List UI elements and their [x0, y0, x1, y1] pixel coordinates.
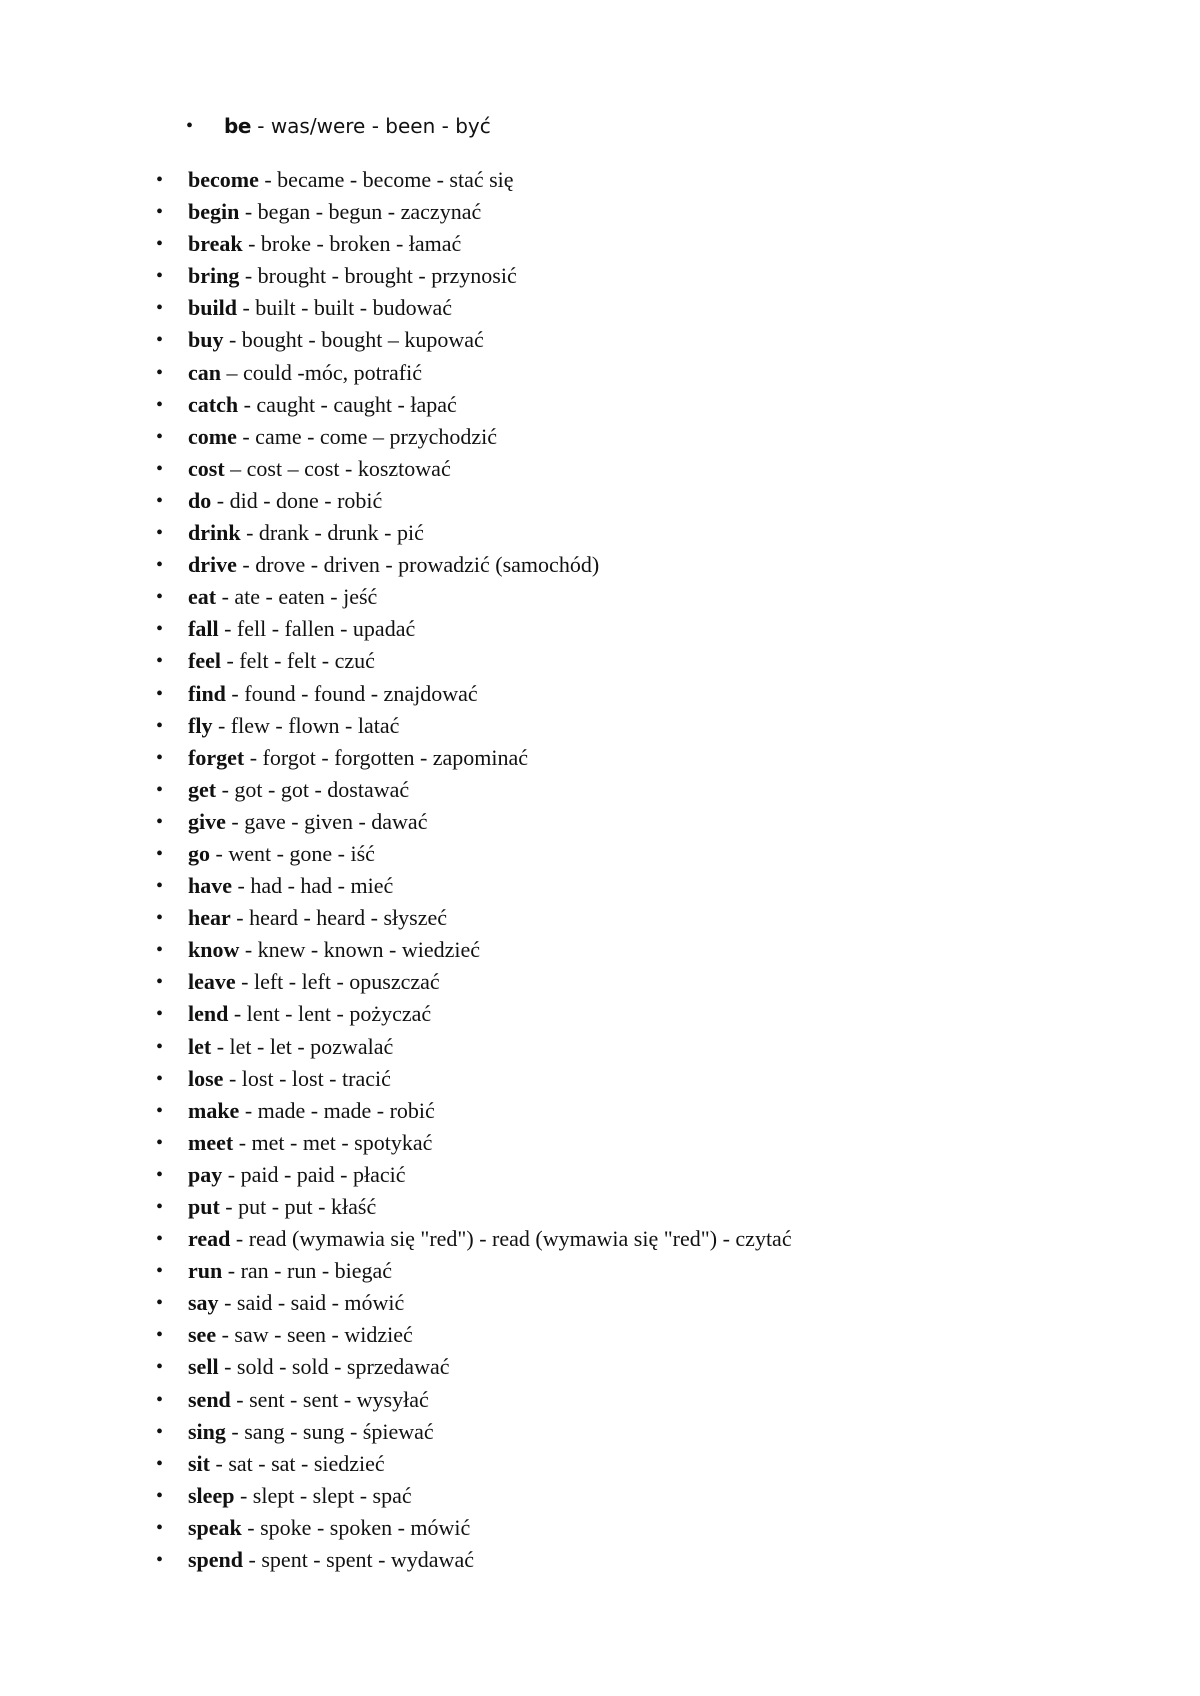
verb-base: lose	[188, 1065, 224, 1091]
verb-forms: - was/were - been - być	[250, 114, 491, 138]
verb-base: lend	[188, 1001, 229, 1027]
verb-forms: - came - come – przychodzić	[236, 423, 498, 449]
verb-base: sleep	[188, 1482, 235, 1508]
verb-forms: - put - put - kłaść	[219, 1194, 377, 1219]
verb-forms: - met - met - spotykać	[233, 1129, 433, 1155]
bullet: •	[156, 1163, 164, 1186]
list-item	[156, 455, 792, 487]
verb-forms: - sat - sat - siedzieć	[210, 1450, 385, 1476]
verb-forms: - flew - flown - latać	[212, 712, 400, 738]
verb-base: hear	[188, 905, 231, 931]
bullet: •	[156, 1196, 164, 1218]
list-item	[156, 166, 792, 198]
bullet: •	[156, 682, 164, 705]
list-item	[156, 583, 792, 615]
list-item	[156, 904, 792, 936]
verb-forms: - let - let - pozwalać	[211, 1033, 394, 1059]
list-item	[156, 712, 792, 744]
verb-forms: – could -móc, potrafić	[221, 359, 422, 385]
bullet: •	[156, 554, 164, 577]
verb-forms: - went - gone - iść	[210, 840, 375, 866]
verb-forms: - made - made - robić	[239, 1097, 435, 1123]
bullet: •	[156, 1549, 164, 1572]
verb-forms: – cost – cost - kosztować	[224, 455, 451, 481]
verb-base: know	[188, 937, 240, 963]
verb-forms: - lent - lent - pożyczać	[228, 1001, 432, 1027]
verb-base: do	[188, 487, 212, 513]
list-item	[156, 1097, 792, 1129]
bullet: •	[156, 1484, 164, 1507]
list-item	[156, 294, 792, 326]
verb-base: buy	[188, 327, 224, 353]
list-item	[156, 551, 792, 583]
verb-forms: - brought - brought - przynosić	[239, 263, 517, 289]
bullet: •	[156, 810, 164, 833]
verb-base: sell	[188, 1354, 219, 1380]
verb-forms: - spoke - spoken - mówić	[241, 1514, 471, 1540]
verb-forms: - drank - drunk - pić	[240, 520, 424, 546]
verb-forms: - spent - spent - wydawać	[243, 1547, 474, 1573]
verb-base: make	[188, 1097, 240, 1123]
verb-base: drink	[188, 520, 241, 546]
verb-base: pay	[188, 1161, 223, 1187]
verb-base: say	[188, 1290, 219, 1316]
verb-base: see	[188, 1322, 217, 1348]
bullet: •	[156, 1292, 164, 1315]
bullet: •	[156, 201, 164, 224]
bullet: •	[156, 1131, 164, 1154]
bullet: •	[186, 115, 194, 137]
bullet: •	[156, 842, 164, 865]
list-item	[156, 840, 792, 872]
list-item	[156, 647, 792, 679]
verb-base: feel	[188, 648, 221, 674]
verb-forms: - began - begun - zaczynać	[239, 199, 482, 225]
verb-base: let	[188, 1033, 212, 1059]
list-item	[156, 1450, 792, 1482]
list-item	[156, 1033, 792, 1065]
list-item	[156, 326, 792, 358]
list-item	[156, 1129, 792, 1161]
bullet: •	[156, 618, 164, 641]
bullet: •	[156, 586, 164, 609]
list-item	[156, 519, 792, 551]
verb-forms: - sold - sold - sprzedawać	[218, 1354, 450, 1380]
verb-forms: - fell - fallen - upadać	[218, 616, 416, 642]
list-item	[156, 487, 792, 519]
list-item	[156, 936, 792, 968]
bullet: •	[156, 1067, 164, 1090]
bullet: •	[156, 971, 164, 994]
verb-base: sit	[188, 1450, 210, 1476]
verb-forms: - read (wymawia się "red") - read (wymawia się "red") - czytać	[230, 1226, 792, 1252]
list-item	[156, 391, 792, 423]
bullet: •	[156, 1035, 164, 1058]
list-item	[156, 1386, 792, 1418]
irregular-verb-list	[156, 166, 792, 1578]
verb-forms: - said - said - mówić	[218, 1290, 405, 1316]
bullet: •	[156, 169, 164, 191]
list-item	[156, 1193, 792, 1225]
bullet: •	[156, 907, 164, 930]
verb-base: put	[188, 1194, 220, 1219]
verb-base: break	[188, 231, 243, 257]
verb-base: run	[188, 1258, 223, 1284]
bullet: •	[156, 361, 164, 384]
verb-base: begin	[188, 199, 240, 225]
verb-forms: - sang - sung - śpiewać	[225, 1418, 434, 1444]
verb-base: give	[188, 808, 226, 834]
list-item	[156, 359, 792, 391]
bullet: •	[156, 1228, 164, 1251]
verb-forms: - broke - broken - łamać	[242, 231, 462, 257]
verb-base: read	[188, 1226, 231, 1252]
verb-forms: - forgot - forgotten - zapominać	[244, 744, 529, 770]
verb-forms: - heard - heard - słyszeć	[230, 905, 447, 931]
verb-base: meet	[188, 1129, 234, 1155]
verb-forms: - slept - slept - spać	[234, 1482, 412, 1508]
list-item	[156, 1353, 792, 1385]
list-item	[156, 1257, 792, 1289]
bullet: •	[156, 425, 164, 448]
bullet: •	[156, 875, 164, 898]
verb-base: cost	[188, 455, 225, 481]
bullet: •	[156, 1420, 164, 1443]
verb-line	[224, 112, 491, 140]
list-item	[156, 808, 792, 840]
verb-base: become	[188, 167, 259, 192]
verb-forms: - found - found - znajdować	[225, 680, 478, 706]
verb-forms: - sent - sent - wysyłać	[230, 1386, 429, 1412]
list-item	[156, 1514, 792, 1546]
bullet: •	[156, 1003, 164, 1026]
bullet: •	[156, 297, 164, 320]
verb-base: eat	[188, 584, 217, 610]
bullet: •	[156, 939, 164, 962]
bullet: •	[156, 489, 164, 512]
verb-forms: - ate - eaten - jeść	[216, 584, 378, 610]
verb-base: fly	[188, 712, 213, 738]
bullet: •	[156, 1356, 164, 1379]
list-item	[156, 1546, 792, 1578]
bullet: •	[156, 778, 164, 801]
list-item	[156, 1321, 792, 1353]
list-item	[156, 744, 792, 776]
bullet: •	[156, 650, 164, 673]
bullet: •	[156, 1324, 164, 1347]
bullet: •	[156, 1260, 164, 1283]
verb-forms: - knew - known - wiedzieć	[239, 937, 481, 963]
verb-base: get	[188, 776, 217, 802]
verb-forms: - drove - driven - prowadzić (samochód)	[236, 552, 600, 578]
list-item	[156, 1482, 792, 1514]
list-item	[156, 198, 792, 230]
verb-base: leave	[188, 969, 236, 995]
bullet: •	[156, 1388, 164, 1411]
list-item	[156, 1065, 792, 1097]
list-item	[156, 968, 792, 1000]
list-item	[156, 1418, 792, 1450]
list-item	[156, 872, 792, 904]
verb-forms: - had - had - mieć	[232, 873, 394, 899]
verb-base: go	[188, 840, 210, 866]
verb-forms: - left - left - opuszczać	[235, 969, 440, 995]
verb-forms: - bought - bought – kupować	[223, 327, 484, 353]
verb-forms: - did - done - robić	[211, 487, 383, 513]
verb-forms: - lost - lost - tracić	[223, 1065, 391, 1091]
bullet: •	[156, 233, 164, 256]
bullet: •	[156, 1452, 164, 1475]
verb-base: spend	[188, 1547, 244, 1573]
verb-base: be	[224, 114, 251, 138]
list-item	[156, 1225, 792, 1257]
verb-forms: - felt - felt - czuć	[220, 648, 375, 674]
verb-base: can	[188, 359, 221, 385]
verb-forms: - gave - given - dawać	[225, 808, 428, 834]
bullet: •	[156, 393, 164, 416]
list-item	[156, 262, 792, 294]
bullet: •	[156, 714, 164, 737]
verb-forms: - paid - paid - płacić	[222, 1161, 406, 1187]
bullet: •	[156, 522, 164, 545]
verb-base: drive	[188, 552, 237, 578]
list-item	[156, 776, 792, 808]
list-item	[156, 680, 792, 712]
verb-base: fall	[188, 616, 219, 642]
verb-base: come	[188, 423, 237, 449]
verb-base: forget	[188, 744, 245, 770]
verb-forms: - ran - run - biegać	[222, 1258, 393, 1284]
verb-base: have	[188, 873, 232, 899]
bullet: •	[156, 329, 164, 352]
verb-forms: - built - built - budować	[236, 295, 453, 321]
verb-base: speak	[188, 1514, 242, 1540]
verb-forms: - caught - caught - łapać	[238, 391, 457, 417]
bullet: •	[156, 265, 164, 288]
verb-base: find	[188, 680, 226, 706]
bullet: •	[156, 1099, 164, 1122]
verb-base: catch	[188, 391, 239, 417]
list-item	[156, 615, 792, 647]
list-item	[156, 1289, 792, 1321]
verb-base: bring	[188, 263, 240, 289]
verb-forms: - saw - seen - widzieć	[216, 1322, 413, 1348]
verb-forms: - got - got - dostawać	[216, 776, 410, 802]
verb-base: build	[188, 295, 237, 321]
list-item	[156, 423, 792, 455]
verb-base: send	[188, 1386, 231, 1412]
bullet: •	[156, 457, 164, 480]
bullet: •	[156, 746, 164, 769]
list-item	[156, 1161, 792, 1193]
list-item	[156, 230, 792, 262]
bullet: •	[156, 1516, 164, 1539]
verb-base: sing	[188, 1418, 226, 1444]
list-item	[156, 1000, 792, 1032]
verb-forms: - became - become - stać się	[258, 167, 514, 192]
